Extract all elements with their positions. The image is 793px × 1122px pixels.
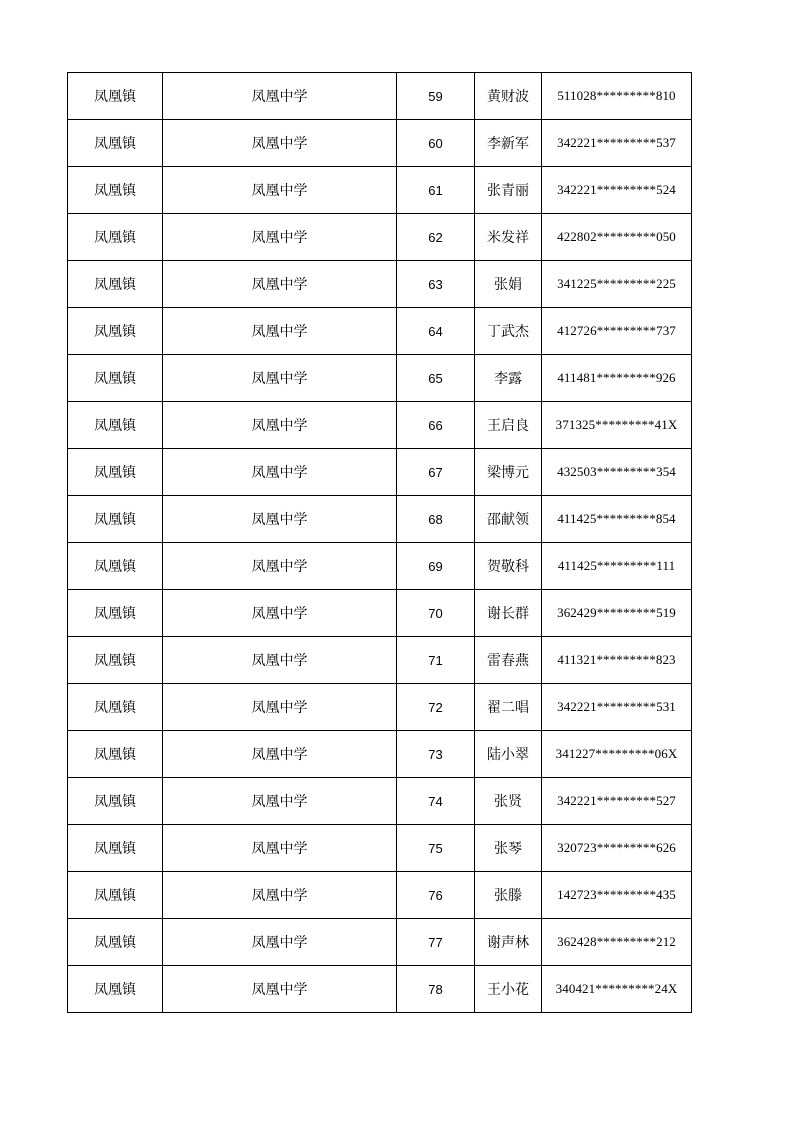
school-cell: 凤凰中学 [163,496,397,543]
name-cell: 李露 [475,355,542,402]
id-number-cell: 342221*********531 [542,684,692,731]
table-row [68,214,692,261]
town-cell: 凤凰镇 [68,872,163,919]
id-number-cell: 341225*********225 [542,261,692,308]
number-cell: 78 [397,966,475,1013]
name-cell: 王小花 [475,966,542,1013]
school-cell: 凤凰中学 [163,684,397,731]
id-number-cell: 342221*********537 [542,120,692,167]
number-cell: 77 [397,919,475,966]
table-row [68,167,692,214]
id-number-cell: 412726*********737 [542,308,692,355]
id-number-cell: 341227*********06X [542,731,692,778]
name-cell: 邵献领 [475,496,542,543]
roster-table-body [68,73,692,1013]
school-cell: 凤凰中学 [163,449,397,496]
number-cell: 61 [397,167,475,214]
town-cell: 凤凰镇 [68,731,163,778]
town-cell: 凤凰镇 [68,496,163,543]
school-cell: 凤凰中学 [163,825,397,872]
table-row [68,543,692,590]
table-row [68,590,692,637]
number-cell: 68 [397,496,475,543]
school-cell: 凤凰中学 [163,214,397,261]
name-cell: 翟二唱 [475,684,542,731]
number-cell: 71 [397,637,475,684]
id-number-cell: 511028*********810 [542,73,692,120]
school-cell: 凤凰中学 [163,73,397,120]
id-number-cell: 342221*********527 [542,778,692,825]
number-cell: 70 [397,590,475,637]
school-cell: 凤凰中学 [163,637,397,684]
table-row [68,496,692,543]
town-cell: 凤凰镇 [68,684,163,731]
number-cell: 75 [397,825,475,872]
id-number-cell: 320723*********626 [542,825,692,872]
id-number-cell: 422802*********050 [542,214,692,261]
name-cell: 张娟 [475,261,542,308]
town-cell: 凤凰镇 [68,120,163,167]
id-number-cell: 432503*********354 [542,449,692,496]
name-cell: 丁武杰 [475,308,542,355]
table-row [68,120,692,167]
school-cell: 凤凰中学 [163,261,397,308]
id-number-cell: 411425*********111 [542,543,692,590]
name-cell: 梁博元 [475,449,542,496]
number-cell: 69 [397,543,475,590]
name-cell: 张青丽 [475,167,542,214]
number-cell: 67 [397,449,475,496]
name-cell: 谢长群 [475,590,542,637]
number-cell: 60 [397,120,475,167]
roster-table [67,72,692,1013]
table-row [68,73,692,120]
town-cell: 凤凰镇 [68,543,163,590]
school-cell: 凤凰中学 [163,872,397,919]
school-cell: 凤凰中学 [163,590,397,637]
town-cell: 凤凰镇 [68,355,163,402]
table-row [68,919,692,966]
town-cell: 凤凰镇 [68,966,163,1013]
school-cell: 凤凰中学 [163,167,397,214]
town-cell: 凤凰镇 [68,402,163,449]
number-cell: 74 [397,778,475,825]
number-cell: 63 [397,261,475,308]
town-cell: 凤凰镇 [68,637,163,684]
name-cell: 张琴 [475,825,542,872]
town-cell: 凤凰镇 [68,449,163,496]
id-number-cell: 342221*********524 [542,167,692,214]
school-cell: 凤凰中学 [163,731,397,778]
id-number-cell: 142723*********435 [542,872,692,919]
school-cell: 凤凰中学 [163,919,397,966]
number-cell: 72 [397,684,475,731]
school-cell: 凤凰中学 [163,778,397,825]
table-row [68,308,692,355]
name-cell: 陆小翠 [475,731,542,778]
id-number-cell: 411321*********823 [542,637,692,684]
table-row [68,355,692,402]
table-row [68,872,692,919]
id-number-cell: 411481*********926 [542,355,692,402]
number-cell: 73 [397,731,475,778]
table-row [68,778,692,825]
school-cell: 凤凰中学 [163,402,397,449]
table-row [68,261,692,308]
table-row [68,449,692,496]
school-cell: 凤凰中学 [163,543,397,590]
number-cell: 62 [397,214,475,261]
id-number-cell: 411425*********854 [542,496,692,543]
number-cell: 64 [397,308,475,355]
name-cell: 谢声林 [475,919,542,966]
id-number-cell: 362429*********519 [542,590,692,637]
town-cell: 凤凰镇 [68,167,163,214]
name-cell: 李新军 [475,120,542,167]
name-cell: 张贤 [475,778,542,825]
number-cell: 65 [397,355,475,402]
table-row [68,966,692,1013]
name-cell: 雷春燕 [475,637,542,684]
town-cell: 凤凰镇 [68,778,163,825]
table-row [68,825,692,872]
name-cell: 黄财波 [475,73,542,120]
id-number-cell: 371325*********41X [542,402,692,449]
table-row [68,731,692,778]
name-cell: 张滕 [475,872,542,919]
school-cell: 凤凰中学 [163,120,397,167]
school-cell: 凤凰中学 [163,355,397,402]
table-row [68,684,692,731]
town-cell: 凤凰镇 [68,919,163,966]
table-row [68,402,692,449]
name-cell: 米发祥 [475,214,542,261]
town-cell: 凤凰镇 [68,261,163,308]
number-cell: 76 [397,872,475,919]
school-cell: 凤凰中学 [163,308,397,355]
number-cell: 66 [397,402,475,449]
town-cell: 凤凰镇 [68,825,163,872]
id-number-cell: 340421*********24X [542,966,692,1013]
town-cell: 凤凰镇 [68,308,163,355]
town-cell: 凤凰镇 [68,214,163,261]
name-cell: 贺敬科 [475,543,542,590]
number-cell: 59 [397,73,475,120]
name-cell: 王启良 [475,402,542,449]
table-row [68,637,692,684]
town-cell: 凤凰镇 [68,73,163,120]
school-cell: 凤凰中学 [163,966,397,1013]
id-number-cell: 362428*********212 [542,919,692,966]
town-cell: 凤凰镇 [68,590,163,637]
